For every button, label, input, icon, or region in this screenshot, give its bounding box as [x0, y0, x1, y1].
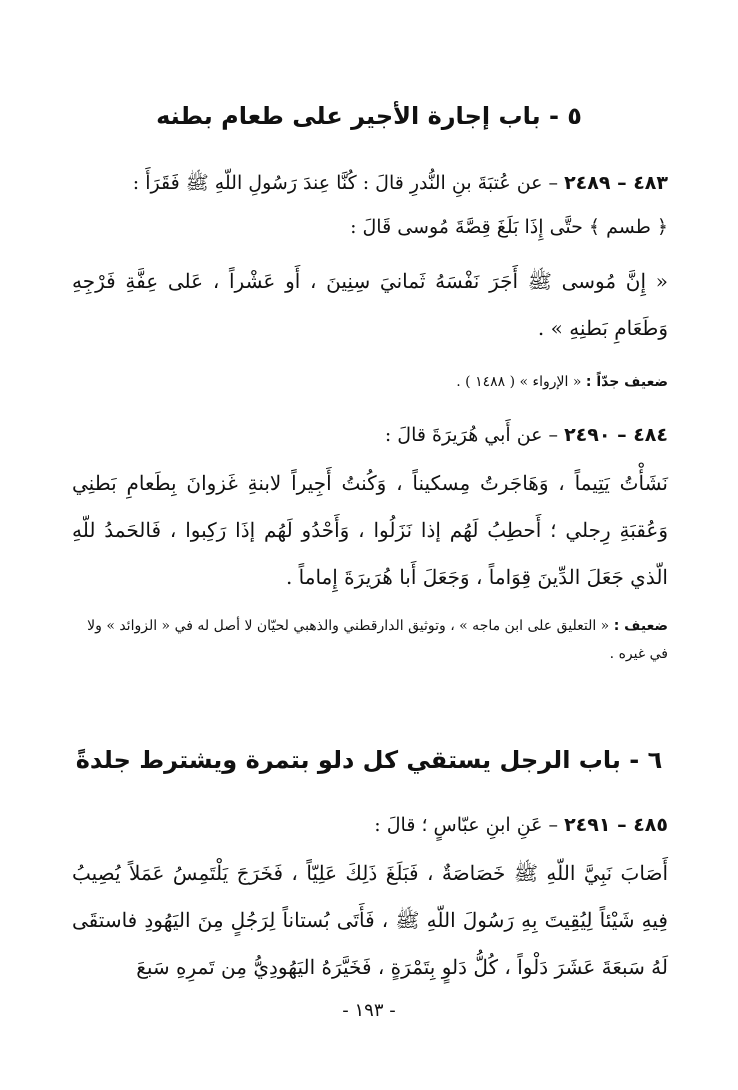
hadith-483-grade [72, 362, 668, 402]
hadith-484-grade-source: « التعليق على ابن ماجه » ، وتوثيق الدارقطني والذهبي لحيّان لا أصل له في « الزوائد » ولا في غيره . [87, 618, 668, 662]
hadith-484-text: نَشَأْتُ يَتِيماً ، وَهَاجَرتُ مِسكيناً ، وَكُنتُ أَجِيراً لابنةِ غَزوانَ بِطَعامِ بَطنِي وَعُقبَةِ رِجلي ؛ أَحطِبُ لَهُم إذا نَزَلُوا ، وَأَحْدُو لَهُم إذَا رَكِبوا ، فَالحَمدُ للّهِ الّذي جَعَلَ الدِّينَ قِوَاماً ، وَجَعَلَ أَبا هُرَيرَةَ إِماماً . [72, 471, 668, 589]
hadith-484-number: ٤٨٤ – ٢٤٩٠ [564, 424, 668, 446]
hadith-485-text: أَصَابَ نَبِيَّ اللّهِ ﷺ خَصَاصَةٌ ، فَبَلَغَ ذَلِكَ عَلِيّاً ، فَخَرَجَ يَلْتَمِسُ عَمَلاً يُصِيبُ فِيهِ شَيْئاً لِيُقِيتَ بِهِ رَسُولَ اللّهِ ﷺ ، فَأَتَى بُستاناً لِرَجُلٍ مِنَ اليَهُودِ فاستقَى لَهُ سَبعَةَ عَشَرَ دَلْواً ، كُلُّ دَلوٍ بِتَمْرَةٍ ، فَخَيَّرَهُ اليَهُودِيُّ مِن تَمرِهِ سَبعَ [72, 861, 668, 979]
chapter-5-heading: ٥ - باب إجارة الأجير على طعام بطنه [156, 102, 582, 130]
page-number: - ١٩٣ - [342, 1000, 396, 1021]
hadith-483-grade-label: ضعيف جدّاً : [585, 374, 668, 390]
hadith-483-isnad: – عن عُتبَةَ بنِ النُّدرِ قالَ : كُنَّا عِندَ رَسُولِ اللّهِ ﷺ فَقَرَأَ : [132, 172, 565, 194]
hadith-484-isnad: – عن أَبي هُرَيرَةَ قالَ : [384, 424, 565, 446]
hadith-483-quran-line: ﴿ طسم ﴾ حتَّى إِذَا بَلَغَ قِصَّةَ مُوسى قَالَ : [350, 216, 668, 238]
hadith-483-text: « إِنَّ مُوسى ﷺ أَجَرَ نَفْسَهُ ثَمانيَ سِنِينَ ، أَو عَشْراً ، عَلى عِفَّةِ فَرْجِهِ وَطَعَامِ بَطنِهِ » . [72, 269, 668, 340]
hadith-485-isnad: – عَنِ ابنِ عبّاسٍ ؛ قالَ : [374, 814, 565, 836]
hadith-485-number: ٤٨٥ – ٢٤٩١ [564, 814, 668, 836]
hadith-483-grade-source: « الإرواء » ( ١٤٨٨ ) . [456, 374, 586, 390]
hadith-485-header [72, 808, 668, 842]
hadith-483-header [72, 166, 668, 200]
chapter-6-heading: ٦ - باب الرجل يستقي كل دلو بتمرة ويشترط جلدةً [75, 746, 663, 774]
hadith-484-grade-label: ضعيف : [613, 618, 668, 634]
hadith-484-header [72, 418, 668, 452]
hadith-484-grade [72, 612, 668, 668]
hadith-483-number: ٤٨٣ – ٢٤٨٩ [564, 172, 668, 194]
